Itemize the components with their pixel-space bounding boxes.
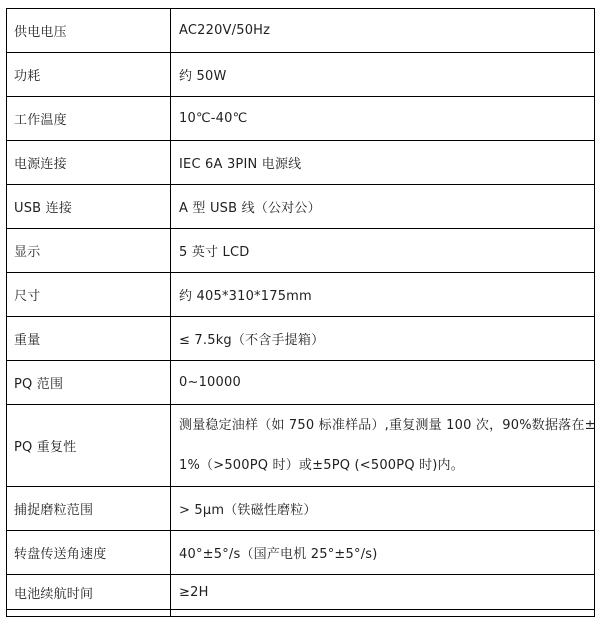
spec-label: 工作温度: [7, 97, 171, 140]
spec-value: > 5μm（铁磁性磨粒）: [179, 503, 317, 518]
spec-label: 电池续航时间: [7, 575, 171, 609]
spec-label: [7, 610, 171, 616]
table-row-power-connection: [7, 141, 594, 185]
table-row-display: [7, 229, 594, 273]
spec-label: 功耗: [7, 53, 171, 96]
spec-label: 重量: [7, 317, 171, 360]
spec-label: 转盘传送角速度: [7, 531, 171, 574]
spec-value: 0~10000: [179, 375, 241, 390]
spec-label: PQ 重复性: [7, 405, 171, 486]
spec-value: 5 英寸 LCD: [179, 245, 250, 260]
spec-value: 10℃-40℃: [179, 111, 248, 126]
spec-value: ≤ 7.5kg（不含手提箱）: [179, 333, 325, 348]
table-row-power-consumption: [7, 53, 594, 97]
spec-label: 电源连接: [7, 141, 171, 184]
spec-value-line-2: 1%（>500PQ 时）或±5PQ (<500PQ 时)内。: [179, 457, 464, 473]
spec-value: 约 405*310*175mm: [179, 289, 312, 304]
table-row-turntable-angular-speed: [7, 531, 594, 575]
spec-value: [171, 405, 600, 486]
spec-value: A 型 USB 线（公对公）: [179, 201, 321, 216]
table-row-dimensions: [7, 273, 594, 317]
spec-value: ≥2H: [179, 584, 209, 600]
table-row-battery-life: [7, 575, 594, 610]
spec-label: 供电电压: [7, 9, 171, 52]
spec-value: IEC 6A 3PIN 电源线: [179, 157, 302, 172]
spec-label: 尺寸: [7, 273, 171, 316]
spec-label: 捕捉磨粒范围: [7, 487, 171, 530]
table-row-pq-repeatability: [7, 405, 594, 487]
table-row-weight: [7, 317, 594, 361]
spec-label: PQ 范围: [7, 361, 171, 404]
spec-value: 40°±5°/s（国产电机 25°±5°/s): [179, 547, 378, 562]
table-row-power-voltage: [7, 9, 594, 53]
spec-value: AC220V/50Hz: [179, 23, 271, 38]
table-row-partial-clipped: [7, 610, 594, 617]
spec-table: [6, 8, 595, 617]
table-row-usb-connection: [7, 185, 594, 229]
spec-label: USB 连接: [7, 185, 171, 228]
table-row-operating-temperature: [7, 97, 594, 141]
table-row-particle-capture-range: [7, 487, 594, 531]
spec-value-line-1: 测量稳定油样（如 750 标准样品）,重复测量 100 次，90%数据落在±: [179, 417, 596, 433]
spec-value: [171, 610, 594, 616]
spec-label: 显示: [7, 229, 171, 272]
spec-value: 约 50W: [179, 69, 227, 84]
table-row-pq-range: [7, 361, 594, 405]
